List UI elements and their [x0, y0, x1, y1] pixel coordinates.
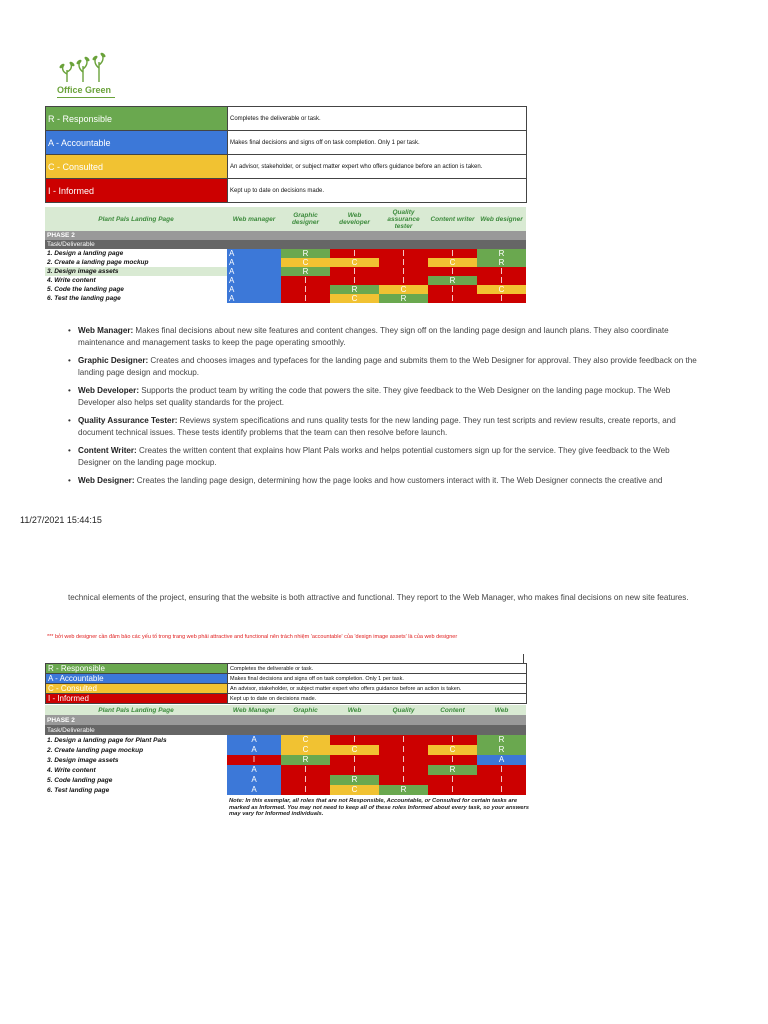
task-row: [45, 745, 526, 755]
raci-cell: C: [379, 285, 428, 294]
role-text: Creates the written content that explains how Plant Pals works and helps potential customers sign up for the service. They give feedback to the Web Designer on the landing page mockup.: [78, 446, 670, 467]
raci-legend-2: [45, 663, 527, 704]
role-header: Web: [477, 705, 526, 715]
task-name: 3. Design image assets: [45, 267, 227, 276]
legend-row: [46, 107, 527, 131]
legend-row: [46, 664, 527, 674]
raci-cell: I: [379, 258, 428, 267]
raci-cell: I: [281, 765, 330, 775]
raci-cell: I: [330, 267, 379, 276]
table-header-row: [45, 207, 526, 231]
logo-underline: [57, 97, 115, 98]
role-text: Makes final decisions about new site features and content changes. They sign off on the landing page design and launch plans. They also coordinate maintenance and management tasks to keep the page operating smoothly.: [78, 326, 669, 347]
legend-description: Makes final decisions and signs off on task completion. Only 1 per task.: [228, 674, 527, 684]
raci-cell: C: [330, 294, 379, 303]
task-row: [45, 285, 526, 294]
raci-cell: I: [477, 785, 526, 795]
legend-description: Kept up to date on decisions made.: [228, 179, 527, 203]
raci-cell: A: [227, 775, 281, 785]
phase-row: [45, 715, 526, 725]
role-description-item: [68, 445, 704, 468]
legend-key: I - Informed: [46, 694, 228, 704]
raci-cell: I: [379, 249, 428, 258]
legend-row: [46, 674, 527, 684]
role-term: Quality Assurance Tester:: [78, 416, 178, 425]
task-deliverable-label: Task/Deliverable: [45, 240, 526, 249]
role-header: Content writer: [428, 207, 477, 231]
role-term: Content Writer:: [78, 446, 137, 455]
raci-cell: R: [281, 267, 330, 276]
raci-cell: A: [227, 294, 281, 303]
legend-row: [46, 684, 527, 694]
task-name: 6. Test landing page: [45, 785, 227, 795]
task-row: [45, 775, 526, 785]
raci-cell: R: [477, 735, 526, 745]
raci-cell: I: [428, 267, 477, 276]
role-description-item: [68, 385, 704, 408]
raci-cell: I: [477, 267, 526, 276]
raci-cell: I: [379, 775, 428, 785]
raci-cell: I: [477, 276, 526, 285]
role-description-item: [68, 355, 704, 378]
role-description-item: [68, 415, 704, 438]
role-term: Graphic Designer:: [78, 356, 149, 365]
task-name: 1. Design a landing page for Plant Pals: [45, 735, 227, 745]
legend-key: I - Informed: [46, 179, 228, 203]
task-row: [45, 258, 526, 267]
phase-label: PHASE 2: [45, 715, 526, 725]
raci-cell: I: [428, 775, 477, 785]
raci-cell: A: [227, 785, 281, 795]
role-header: Content: [428, 705, 477, 715]
task-name: 2. Create a landing page mockup: [45, 258, 227, 267]
task-row: [45, 276, 526, 285]
exemplar-note: Note: In this exemplar, all roles that are not Responsible, Accountable, or Consulted for certain tasks are marked as Informed. You may not need to keep all of these roles Informed about every task, so your answers may vary for Informed individuals.: [229, 798, 529, 818]
red-annotation: *** bởi web designer cần đảm bảo các yếu tố trong trang web phải attractive and functional nên trách nhiệm 'accountable' của 'design image assets' là của web designer: [47, 634, 458, 640]
office-green-logo: [47, 52, 127, 102]
raci-cell: C: [281, 745, 330, 755]
raci-cell: I: [281, 775, 330, 785]
raci-cell: C: [330, 785, 379, 795]
role-description-item: [68, 475, 704, 487]
raci-cell: R: [477, 249, 526, 258]
raci-cell: I: [428, 294, 477, 303]
task-name: 2. Create landing page mockup: [45, 745, 227, 755]
raci-cell: I: [379, 755, 428, 765]
raci-table-2: [45, 705, 526, 795]
task-deliverable-label: Task/Deliverable: [45, 725, 526, 735]
raci-cell: R: [281, 755, 330, 765]
raci-cell: C: [477, 285, 526, 294]
task-name: 5. Code the landing page: [45, 285, 227, 294]
legend-description: An advisor, stakeholder, or subject matter expert who offers guidance before an action is taken.: [228, 155, 527, 179]
phase-label: PHASE 2: [45, 231, 526, 240]
raci-cell: I: [227, 755, 281, 765]
raci-cell: A: [227, 285, 281, 294]
legend-description: Kept up to date on decisions made.: [228, 694, 527, 704]
role-term: Web Designer:: [78, 476, 135, 485]
raci-cell: I: [379, 735, 428, 745]
task-deliverable-row: [45, 725, 526, 735]
raci-cell: R: [477, 745, 526, 755]
raci-cell: I: [330, 755, 379, 765]
raci-cell: I: [330, 735, 379, 745]
raci-cell: A: [227, 258, 281, 267]
role-term: Web Manager:: [78, 326, 134, 335]
legend-row: [46, 131, 527, 155]
legend-description: An advisor, stakeholder, or subject matter expert who offers guidance before an action is taken.: [228, 684, 527, 694]
raci-cell: R: [330, 285, 379, 294]
legend-row: [46, 155, 527, 179]
raci-cell: I: [428, 755, 477, 765]
raci-cell: C: [281, 258, 330, 267]
task-row: [45, 294, 526, 303]
legend-key: C - Consulted: [46, 684, 228, 694]
raci-cell: A: [227, 267, 281, 276]
raci-cell: I: [281, 276, 330, 285]
table-header-row: [45, 705, 526, 715]
table-title: Plant Pals Landing Page: [45, 705, 227, 715]
raci-cell: R: [379, 294, 428, 303]
raci-cell: C: [330, 258, 379, 267]
role-text: Reviews system specifications and runs quality tests for the new landing page. They run test scripts and review results, create reports, and document technical issues. These tests identify problems that the team can then resolve before launch.: [78, 416, 676, 437]
raci-cell: I: [477, 775, 526, 785]
raci-cell: I: [428, 735, 477, 745]
role-header: Quality assurance tester: [379, 207, 428, 231]
raci-cell: I: [428, 285, 477, 294]
raci-cell: I: [379, 745, 428, 755]
legend-description: Makes final decisions and signs off on task completion. Only 1 per task.: [228, 131, 527, 155]
legend-key: R - Responsible: [46, 107, 228, 131]
role-header: Quality: [379, 705, 428, 715]
role-text: Creates and chooses images and typefaces for the landing page and submits them to the Web Designer for approval. They also provide feedback on the landing page design and mockup.: [78, 356, 697, 377]
role-text: Creates the landing page design, determining how the page looks and how customers interact with it. The Web Designer connects the creative and: [134, 476, 663, 485]
raci-cell: C: [428, 258, 477, 267]
raci-cell: R: [477, 258, 526, 267]
legend-key: R - Responsible: [46, 664, 228, 674]
legend-key: C - Consulted: [46, 155, 228, 179]
raci-cell: C: [330, 745, 379, 755]
raci-cell: R: [330, 775, 379, 785]
task-row: [45, 249, 526, 258]
raci-cell: I: [428, 249, 477, 258]
task-row: [45, 765, 526, 775]
role-header: Web: [330, 705, 379, 715]
role-header: Web developer: [330, 207, 379, 231]
raci-cell: A: [227, 765, 281, 775]
raci-cell: I: [330, 249, 379, 258]
legend-row: [46, 179, 527, 203]
task-row: [45, 735, 526, 745]
role-text: Supports the product team by writing the code that powers the site. They give feedback to the Web Designer on the landing page mockup. The Web Developer also helps set quality standards for the project.: [78, 386, 671, 407]
legend-description: Completes the deliverable or task.: [228, 107, 527, 131]
legend-row: [46, 694, 527, 704]
task-name: 4. Write content: [45, 276, 227, 285]
logo-text: Office Green: [57, 85, 112, 95]
raci-cell: R: [428, 276, 477, 285]
raci-cell: I: [477, 765, 526, 775]
role-header: Graphic designer: [281, 207, 330, 231]
task-name: 4. Write content: [45, 765, 227, 775]
raci-cell: A: [227, 249, 281, 258]
raci-cell: I: [379, 267, 428, 276]
task-row: [45, 267, 526, 276]
raci-cell: I: [330, 276, 379, 285]
raci-cell: I: [428, 785, 477, 795]
raci-legend-1: [45, 106, 527, 203]
raci-cell: A: [227, 276, 281, 285]
raci-cell: I: [281, 785, 330, 795]
sprout-icon: [47, 52, 127, 84]
raci-cell: I: [281, 294, 330, 303]
raci-cell: A: [477, 755, 526, 765]
raci-cell: R: [281, 249, 330, 258]
raci-cell: I: [330, 765, 379, 775]
role-description-item: [68, 325, 704, 348]
role-header: Web designer: [477, 207, 526, 231]
task-name: 6. Test the landing page: [45, 294, 227, 303]
table-title: Plant Pals Landing Page: [45, 207, 227, 231]
raci-cell: A: [227, 745, 281, 755]
role-descriptions: [58, 325, 704, 494]
role-header: Web Manager: [227, 705, 281, 715]
role-term: Web Developer:: [78, 386, 140, 395]
role-header: Web manager: [227, 207, 281, 231]
role-header: Graphic: [281, 705, 330, 715]
phase-row: [45, 231, 526, 240]
timestamp: 11/27/2021 15:44:15: [20, 515, 102, 525]
raci-cell: A: [227, 735, 281, 745]
raci-cell: C: [428, 745, 477, 755]
raci-cell: I: [281, 285, 330, 294]
task-deliverable-row: [45, 240, 526, 249]
raci-table-1: [45, 207, 526, 303]
task-row: [45, 785, 526, 795]
raci-cell: R: [379, 785, 428, 795]
task-name: 1. Design a landing page: [45, 249, 227, 258]
raci-cell: I: [379, 765, 428, 775]
raci-cell: R: [428, 765, 477, 775]
web-designer-continuation: technical elements of the project, ensuring that the website is both attractive and functional. They report to the Web Manager, who makes final decisions on new site features.: [68, 593, 689, 602]
legend-key: A - Accountable: [46, 674, 228, 684]
task-name: 5. Code landing page: [45, 775, 227, 785]
legend-description: Completes the deliverable or task.: [228, 664, 527, 674]
task-row: [45, 755, 526, 765]
task-name: 3. Design image assets: [45, 755, 227, 765]
raci-cell: I: [477, 294, 526, 303]
legend-key: A - Accountable: [46, 131, 228, 155]
raci-cell: I: [379, 276, 428, 285]
raci-cell: C: [281, 735, 330, 745]
